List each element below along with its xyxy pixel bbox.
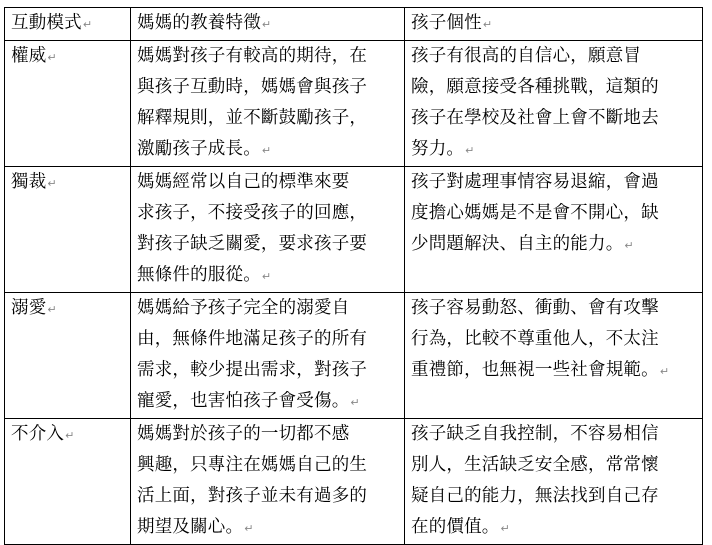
parenting-style-table [4,7,703,545]
child-text: 孩子缺乏自我控制，不容易相信 別人，生活缺乏安全感，常常懷 疑自己的能力，無法找到自己存 在的價值。 [411,424,659,537]
paragraph-mark-icon: ↵ [65,429,75,442]
paragraph-mark-icon: ↵ [261,18,272,31]
mode-text: 不介入 [11,424,65,444]
header-cell-mother [131,8,405,41]
table-row [5,167,703,293]
header-mode-text: 互動模式 [11,13,82,33]
child-cell [405,167,703,293]
mother-cell [131,41,405,167]
paragraph-mark-icon: ↵ [244,522,254,535]
mother-text: 媽媽對孩子有較高的期待，在 與孩子互動時，媽媽會與孩子 解釋規則，並不斷鼓勵孩子， 激勵孩子成長。 [137,46,368,159]
mode-cell [5,293,131,419]
child-cell [405,293,703,419]
mother-text: 媽媽對於孩子的一切都不感 興趣，只專注在媽媽自己的生 活上面，對孩子並未有過多的 期望及關心。 [137,424,368,537]
mother-text: 媽媽經常以自己的標準來要 求孩子，不接受孩子的回應， 對孩子缺乏關愛，要求孩子要 無條件的服從。 [137,172,368,285]
child-cell [405,419,703,545]
paragraph-mark-icon: ↵ [350,396,360,409]
paragraph-mark-icon: ↵ [624,239,634,252]
paragraph-mark-icon: ↵ [82,18,93,31]
mother-cell [131,167,405,293]
paragraph-mark-icon: ↵ [465,144,475,157]
paragraph-mark-icon: ↵ [47,177,57,190]
mode-text: 溺愛 [11,298,47,318]
mode-cell [5,167,131,293]
table-row [5,293,703,419]
child-text: 孩子對處理事情容易退縮，會過 度擔心媽媽是不是會不開心，缺 少問題解決、自主的能力。 [411,172,659,254]
mode-text: 權威 [11,46,47,66]
paragraph-mark-icon: ↵ [500,522,510,535]
mother-cell [131,419,405,545]
child-text: 孩子容易動怒、衝動、會有攻擊 行為，比較不尊重他人，不太注 重禮節，也無視一些社會規範。 [411,298,659,380]
mode-cell [5,419,131,545]
paragraph-mark-icon: ↵ [47,51,57,64]
header-cell-child [405,8,703,41]
table-row [5,419,703,545]
mother-cell [131,293,405,419]
paragraph-mark-icon: ↵ [261,144,272,157]
header-mother-text: 媽媽的教養特徵 [137,13,261,33]
child-text: 孩子有很高的自信心，願意冒 險，願意接受各種挑戰，這類的 孩子在學校及社會上會不斷地去 努力。 [411,46,659,159]
table-header-row [5,8,703,41]
table-row [5,41,703,167]
paragraph-mark-icon: ↵ [659,365,670,378]
paragraph-mark-icon: ↵ [482,18,493,31]
mother-text: 媽媽給予孩子完全的溺愛自 由，無條件地滿足孩子的所有 需求，較少提出需求，對孩子 寵愛，也害怕孩子會受傷。 [137,298,368,411]
header-cell-mode [5,8,131,41]
paragraph-mark-icon: ↵ [261,270,272,283]
header-child-text: 孩子個性 [411,13,482,33]
mode-cell [5,41,131,167]
mode-text: 獨裁 [11,172,47,192]
child-cell [405,41,703,167]
paragraph-mark-icon: ↵ [47,303,57,316]
